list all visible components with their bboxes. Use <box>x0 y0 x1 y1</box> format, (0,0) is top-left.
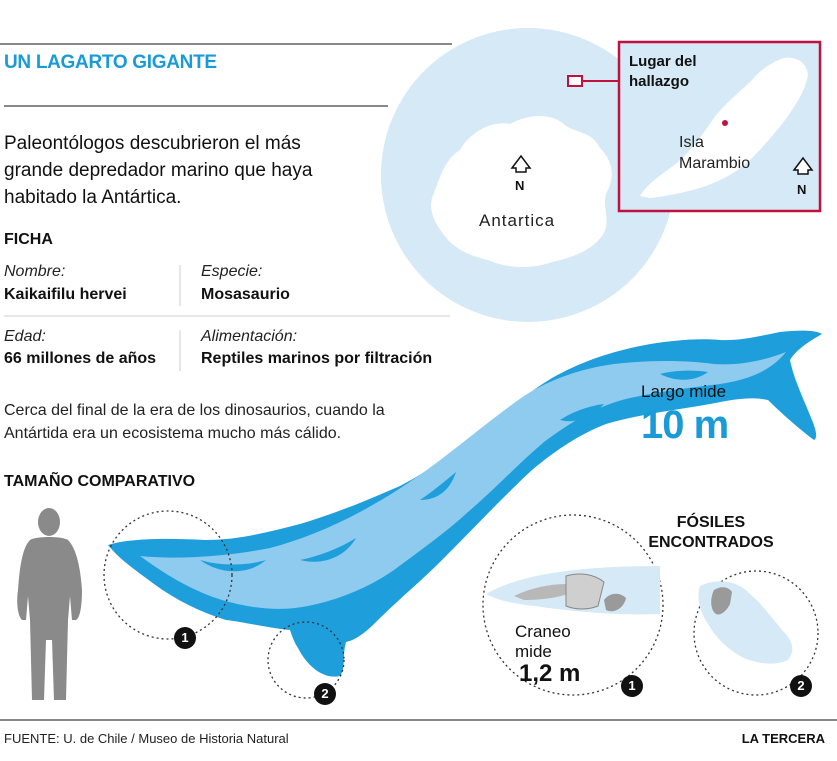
bone-fossil-illustration <box>698 581 792 663</box>
length-label: Largo mide <box>641 382 727 401</box>
brand-label: LA TERCERA <box>741 731 825 746</box>
skull-value: 1,2 m <box>519 660 581 687</box>
globe-north-label: N <box>515 178 525 193</box>
marker-1-skull: 1 <box>621 675 643 697</box>
marker-2-bone: 2 <box>790 675 812 697</box>
ficha-value-nombre: Kaikaifilu hervei <box>4 286 127 303</box>
inset-title: Lugar del hallazgo <box>629 53 697 90</box>
ficha-value-especie: Mosasaurio <box>201 286 290 303</box>
fossil-location-dot <box>722 120 728 126</box>
ficha-heading: FICHA <box>4 231 53 248</box>
skull-label: Craneo mide <box>515 622 571 661</box>
length-value: 10 m <box>641 403 729 447</box>
page-title: UN LAGARTO GIGANTE <box>4 52 217 73</box>
skull-fossil-illustration <box>486 566 660 614</box>
island-label: Isla Marambio <box>679 134 751 172</box>
size-heading: TAMAÑO COMPARATIVO <box>4 473 196 490</box>
ficha-value-edad: 66 millones de años <box>4 350 157 367</box>
era-text: Cerca del final de la era de los dinosaurios, cuando la Antártida era un ecosistema mucho más cálido. <box>4 402 385 442</box>
ficha-label-nombre: Nombre: <box>4 263 66 280</box>
inset-north-label: N <box>797 182 807 197</box>
ficha-label-edad: Edad: <box>4 328 46 345</box>
human-silhouette <box>17 508 82 700</box>
fossils-heading: FÓSILES ENCONTRADOS <box>648 514 774 551</box>
ficha-value-alimentacion: Reptiles marinos por filtración <box>201 350 433 367</box>
continent-label: Antartica <box>479 211 556 230</box>
ficha-label-alimentacion: Alimentación: <box>201 328 298 345</box>
ficha-label-especie: Especie: <box>201 263 263 280</box>
source-credit: FUENTE: U. de Chile / Museo de Historia Natural <box>4 731 289 746</box>
locator-box <box>568 76 582 86</box>
intro-text: Paleontólogos descubrieron el más grande depredador marino que haya habitado la Antártica. <box>4 133 313 208</box>
marker-2-fin: 2 <box>314 683 336 705</box>
marker-1-head: 1 <box>174 627 196 649</box>
